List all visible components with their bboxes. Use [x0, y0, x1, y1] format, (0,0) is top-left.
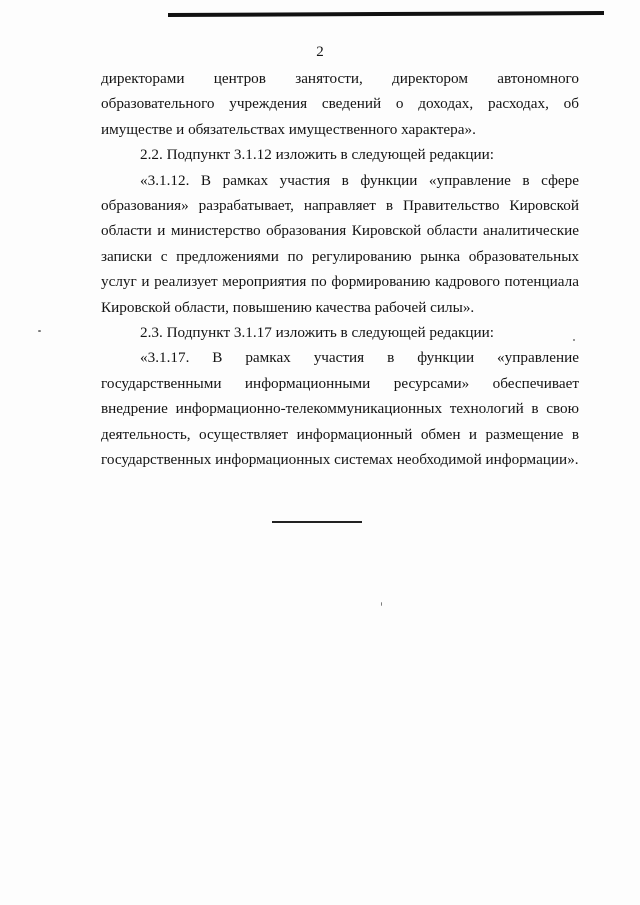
- scan-speck: [573, 339, 575, 341]
- page-number: 2: [316, 44, 324, 60]
- end-separator-line: [272, 521, 362, 523]
- paragraph-subpoint-2-2: 2.2. Подпункт 3.1.12 изложить в следующей редакции:: [140, 146, 494, 164]
- paragraph-continuation: директорами центров занятости, директором автономного образовательного учреждения сведений о доходах, расходах, об имуществе и обязательствах имущественного характера».: [101, 70, 579, 138]
- scan-speck: [38, 330, 41, 332]
- paragraph-3-1-17: «3.1.17. В рамках участия в функции «управление государственными информационными ресурсами» обеспечивает внедрение информационно-телекоммуникационных технологий в свою деятельность, осуществляет информационный обмен и размещение в государственных информационных системах необходимой информации».: [101, 349, 579, 469]
- paragraph-subpoint-2-3: 2.3. Подпункт 3.1.17 изложить в следующей редакции:: [140, 324, 494, 342]
- top-border-line: [168, 11, 604, 17]
- document-body: [101, 66, 579, 473]
- scan-speck: [381, 602, 382, 606]
- paragraph-3-1-12: «3.1.12. В рамках участия в функции «управление в сфере образования» разрабатывает, направляет в Правительство Кировской области и министерство образования Кировской области аналитические записки с предложениями по регулированию рынка образовательных услуг и реализует мероприятия по формированию кадрового потенциала Кировской области, повышению качества рабочей силы».: [101, 171, 579, 316]
